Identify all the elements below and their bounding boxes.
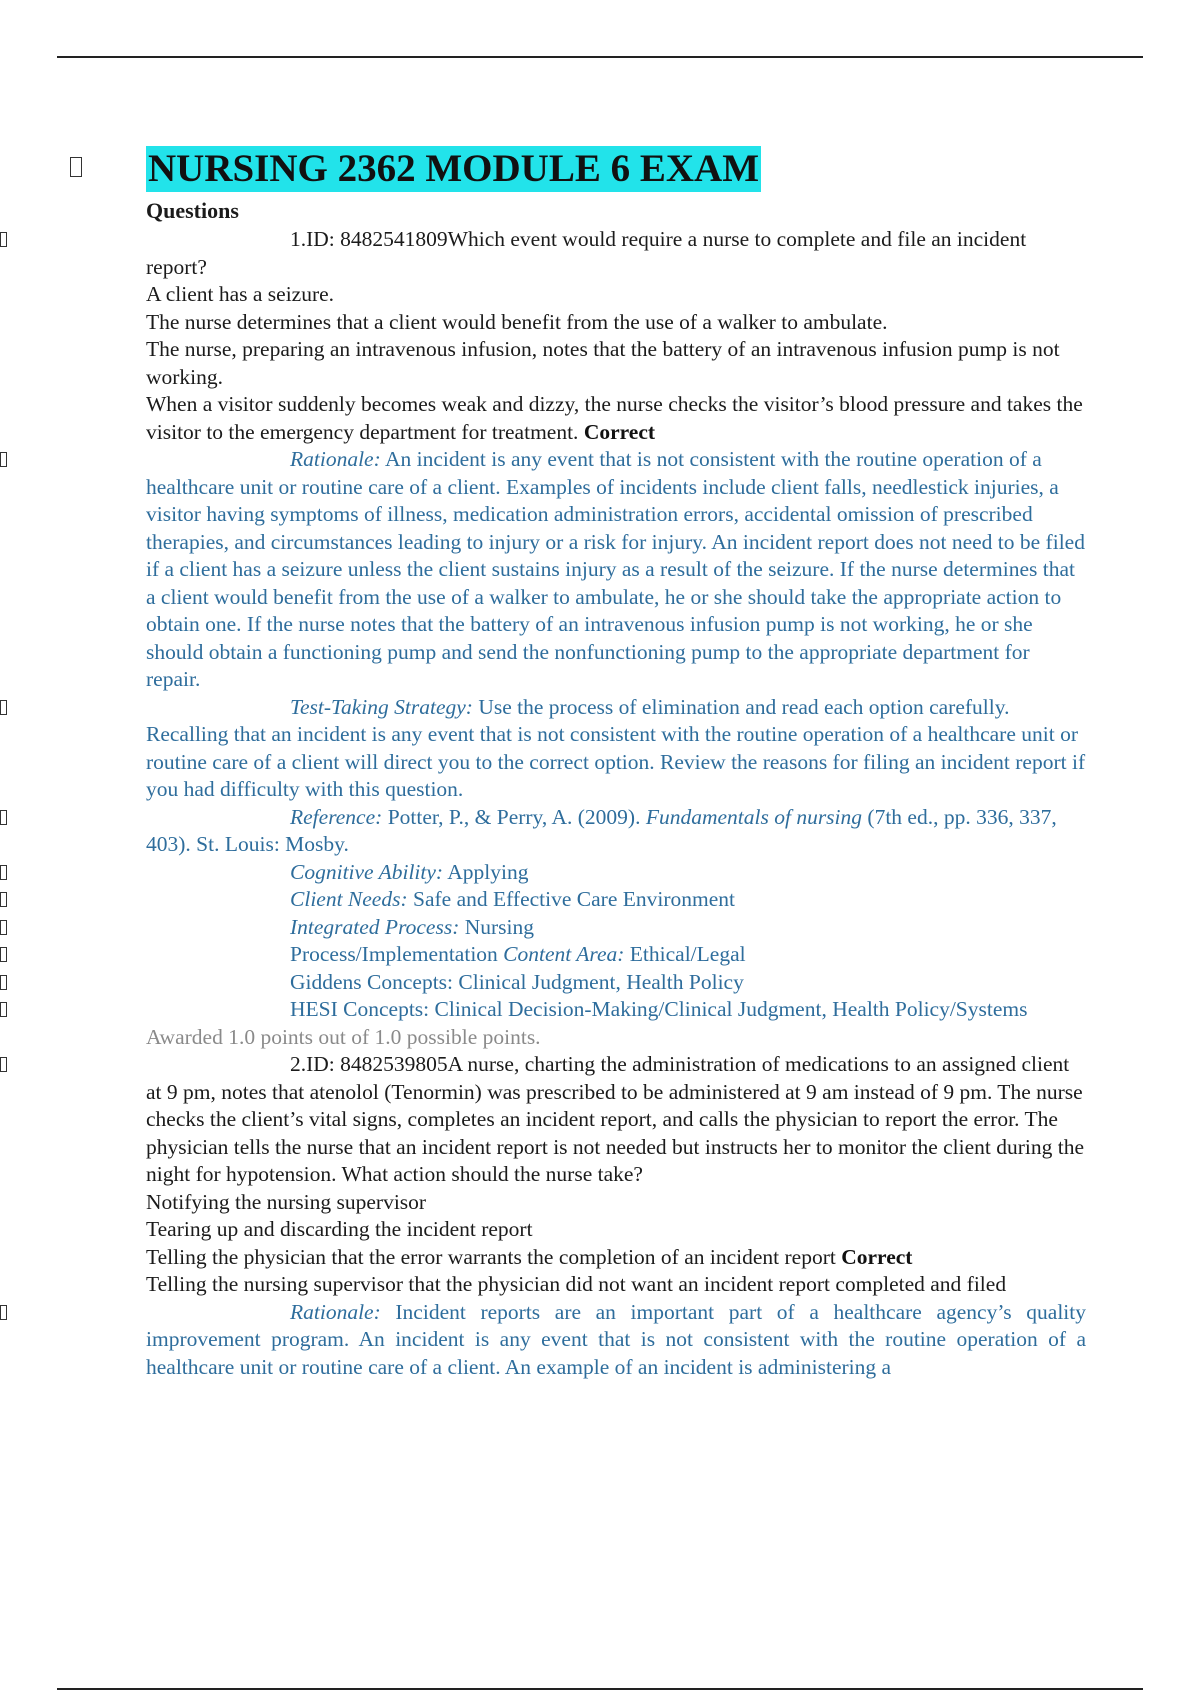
q1-correct-label: Correct xyxy=(583,419,656,444)
q1-content-label: Content Area: xyxy=(503,942,625,966)
q1-cognitive-label: Cognitive Ability: xyxy=(290,859,444,884)
q1-strategy-text: Use the process of elimination and read each option carefully. Recalling that an incident is any event that is not consistent with the routine operation of a healthcare unit or routine care of a client will direct you to the correct option. Review the reasons for filing an incident report if you had difficulty with this question. xyxy=(146,694,1086,801)
title-wrap xyxy=(146,146,761,192)
q1-strategy xyxy=(146,694,1086,804)
q1-process-continued: Process/Implementation xyxy=(290,942,498,966)
q1-client-needs xyxy=(146,886,1086,914)
top-rule xyxy=(57,56,1143,58)
q1-option-3: The nurse, preparing an intravenous infusion, notes that the battery of an intravenous infusion pump is not working. xyxy=(146,337,1060,389)
q2-stem: A nurse, charting the administration of medications to an assigned client at 9 pm, notes that atenolol (Tenormin) was prescribed to be administered at 9 am instead of 9 pm. The nurse checks the client’s vital signs, completes an incident report, and calls the physician to report the error. The physician tells the nurse that an incident report is not needed but instructs her to monitor the client during the night for hypotension. What action should the nurse take? xyxy=(146,1052,1085,1186)
title-bullet-icon xyxy=(70,157,82,177)
q1-reference xyxy=(146,804,1086,859)
q1-content-value: Ethical/Legal xyxy=(629,942,746,966)
q1-reference-authors: Potter, P., & Perry, A. (2009). xyxy=(387,804,641,829)
q2-rationale-text: Incident reports are an important part of a healthcare agency’s quality improvement program. An incident is any event that is not consistent with the routine operation of a healthcare unit or routine care of a client. An example of an incident is administering a xyxy=(146,1299,1086,1379)
q2-option-2: Tearing up and discarding the incident report xyxy=(146,1217,533,1241)
bullet-icon xyxy=(0,452,7,467)
q1-needs-value: Safe and Effective Care Environment xyxy=(413,887,735,911)
q1-giddens xyxy=(146,969,1086,997)
bullet-icon xyxy=(0,892,7,907)
q1-rationale-text: An incident is any event that is not consistent with the routine operation of a healthcare unit or routine care of a client. Examples of incidents include client falls, needlestick injuries, a visitor having symptoms of illness, medication administration errors, accidental omission of prescribed therapies, and circumstances leading to injury or a risk for injury. An incident report does not need to be filed if a client has a seizure unless the client sustains injury as a result of the seizure. If the nurse determines that a client would benefit from the use of a walker to ambulate, he or she should take the appropriate action to obtain one. If the nurse notes that the battery of an intravenous infusion pump is not working, he or she should obtain a functioning pump and send the nonfunctioning pump to the appropriate department for repair. xyxy=(146,447,1085,691)
q2-option-4: Telling the nursing supervisor that the physician did not want an incident report completed and filed xyxy=(146,1272,1007,1296)
q2-option-3 xyxy=(146,1244,1086,1272)
bullet-icon xyxy=(0,865,7,880)
q1-reference-label: Reference: xyxy=(290,804,383,829)
bullet-icon xyxy=(0,700,7,715)
q1-id: 1.ID: 8482541809 xyxy=(290,227,448,251)
q1-reference-details: (7th ed., pp. 336, 337, 403). St. Louis: Mosby. xyxy=(146,804,1057,856)
q1-giddens-text: Giddens Concepts: Clinical Judgment, Health Policy xyxy=(290,969,744,994)
q2-correct-label: Correct xyxy=(841,1244,913,1269)
q2-rationale-label: Rationale: xyxy=(290,1299,381,1324)
q1-cognitive xyxy=(146,859,1086,887)
bullet-icon xyxy=(0,810,7,825)
q1-rationale-label: Rationale: xyxy=(290,447,381,471)
bullet-icon xyxy=(0,232,7,247)
bullet-icon xyxy=(0,975,7,990)
q2-option-3-text: Telling the physician that the error warrants the completion of an incident report xyxy=(146,1244,836,1269)
question-2 xyxy=(146,1051,1086,1189)
q1-needs-label: Client Needs: xyxy=(290,887,408,911)
bullet-icon xyxy=(0,920,7,935)
q1-process-value: Nursing xyxy=(464,914,535,939)
question-1 xyxy=(146,226,1086,281)
q1-stem: Which event would require a nurse to complete and file an incident report? xyxy=(146,227,1027,279)
q1-hesi-text: HESI Concepts: Clinical Decision-Making/Clinical Judgment, Health Policy/Systems xyxy=(290,997,1028,1021)
document-body xyxy=(146,226,1086,1381)
q2-rationale xyxy=(146,1299,1086,1382)
q1-content-area xyxy=(146,941,1086,969)
q1-option-1: A client has a seizure. xyxy=(146,282,335,306)
bullet-icon xyxy=(0,1002,7,1017)
q2-id: 2.ID: 8482539805 xyxy=(290,1052,448,1076)
q1-strategy-label: Test-Taking Strategy: xyxy=(290,694,473,719)
q1-hesi xyxy=(146,996,1086,1051)
bullet-icon xyxy=(0,1305,7,1320)
q1-integrated-process xyxy=(146,914,1086,942)
q1-option-2: The nurse determines that a client would benefit from the use of a walker to ambulate. xyxy=(146,309,888,334)
q1-option-4-text: When a visitor suddenly becomes weak and dizzy, the nurse checks the visitor’s blood pressure and takes the visitor to the emergency department for treatment. xyxy=(146,392,1083,444)
q1-cognitive-value: Applying xyxy=(447,859,529,884)
bullet-icon xyxy=(0,1057,7,1072)
q1-process-label: Integrated Process: xyxy=(290,914,460,939)
q1-option-4 xyxy=(146,391,1086,446)
q1-awarded: Awarded 1.0 points out of 1.0 possible points. xyxy=(146,1024,541,1049)
page-title: NURSING 2362 MODULE 6 EXAM xyxy=(148,147,760,190)
q2-option-1: Notifying the nursing supervisor xyxy=(146,1189,427,1214)
q1-reference-book: Fundamentals of nursing xyxy=(645,804,863,829)
section-label: Questions xyxy=(146,198,239,223)
bottom-rule xyxy=(57,1688,1143,1690)
bullet-icon xyxy=(0,947,7,962)
q1-rationale xyxy=(146,446,1086,694)
